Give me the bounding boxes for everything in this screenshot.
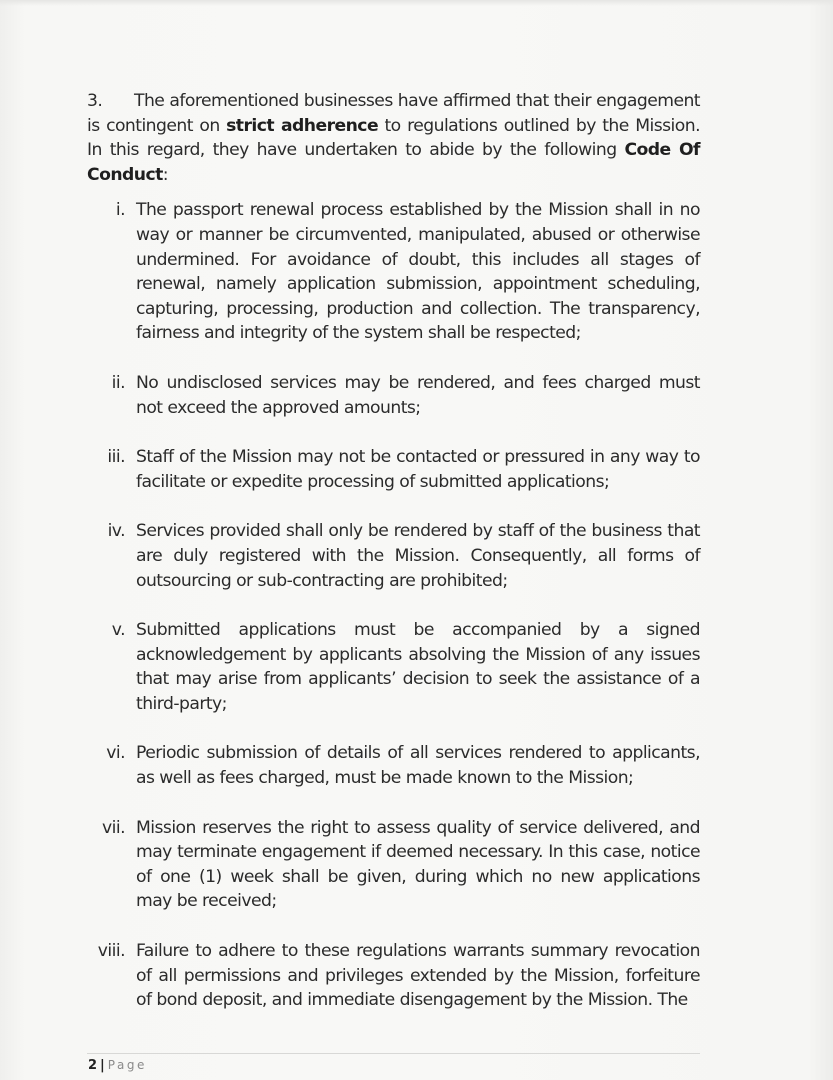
- list-marker: iv.: [107, 521, 125, 542]
- footer-divider: [87, 1053, 700, 1054]
- list-item: [87, 519, 700, 593]
- page-number: 2: [88, 1058, 98, 1073]
- bold-code-of-conduct: Code Of Conduct: [87, 140, 700, 185]
- list-item: [87, 445, 700, 494]
- list-marker: vi.: [106, 743, 125, 764]
- list-item-text: No undisclosed services may be rendered, and fees charged must not exceed the approved amounts;: [136, 372, 700, 418]
- paragraph-text: :: [162, 164, 169, 185]
- list-item-text: Periodic submission of details of all services rendered to applicants, as well as fees charged, must be made known to the Mission;: [136, 743, 700, 789]
- list-item: [87, 618, 700, 716]
- list-marker: i.: [115, 200, 125, 221]
- paragraph-3: [87, 89, 700, 187]
- list-marker: viii.: [97, 941, 125, 962]
- list-item-text: Failure to adhere to these regulations warrants summary revocation of all permissions and privileges extended by the Mission, forfeiture of bond deposit, and immediate disengagement by the Mission. The: [136, 941, 700, 1011]
- code-of-conduct-list: [87, 198, 700, 1012]
- list-item: [87, 816, 700, 914]
- paragraph-text: to regulations outlined by the Mission. In this regard, they have undertaken to abide by the following: [87, 115, 700, 161]
- list-item: [87, 741, 700, 790]
- list-item-text: Mission reserves the right to assess quality of service delivered, and may terminate engagement if deemed necessary. In this case, notice of one (1) week shall be given, during which no new applications may be received;: [136, 817, 700, 912]
- list-marker: ii.: [111, 372, 125, 393]
- list-item: [87, 371, 700, 420]
- page-label: Page: [107, 1058, 147, 1072]
- list-item-text: Services provided shall only be rendered by staff of the business that are duly registered with the Mission. Consequently, all forms of outsourcing or sub-contracting are prohibited;: [136, 521, 700, 591]
- list-item-text: Submitted applications must be accompanied by a signed acknowledgement by applicants absolving the Mission of any issues that may arise from applicants’ decision to seek the assistance of a third-party;: [136, 620, 700, 714]
- paragraph-number: 3.: [87, 91, 103, 111]
- list-marker: vii.: [102, 817, 125, 838]
- list-marker: iii.: [107, 447, 125, 468]
- list-marker: v.: [111, 620, 125, 641]
- page-footer: [88, 1057, 147, 1074]
- list-item-text: The passport renewal process established by the Mission shall in no way or manner be circumvented, manipulated, abused or otherwise undermined. For avoidance of doubt, this includes all stages of renewal, namely application submission, appointment scheduling, capturing, processing, production and collection. The transparency, fairness and integrity of the system shall be respected;: [136, 200, 700, 344]
- list-item: [87, 198, 700, 346]
- paragraph-text: The aforementioned businesses have affirmed that their engagement is contingent on: [87, 91, 700, 136]
- scan-edge-shadow: [0, 0, 833, 6]
- list-item: [87, 939, 700, 1013]
- bold-strict-adherence: strict adherence: [226, 115, 379, 136]
- footer-separator: |: [100, 1058, 105, 1073]
- list-item-text: Staff of the Mission may not be contacted or pressured in any way to facilitate or expedite processing of submitted applications;: [136, 447, 700, 492]
- document-body: [87, 89, 700, 1013]
